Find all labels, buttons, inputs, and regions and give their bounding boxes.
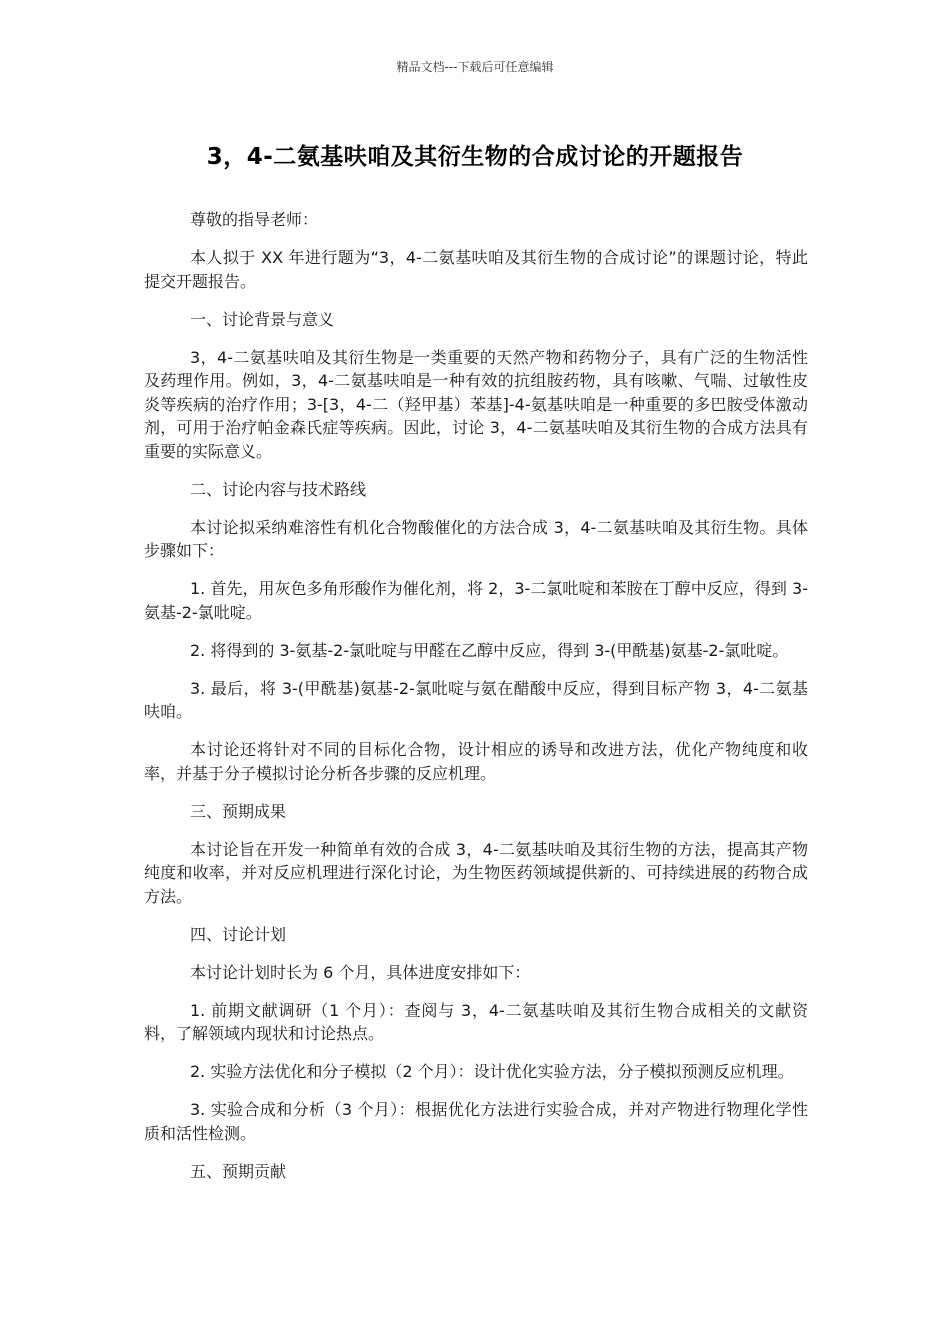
background-paragraph: 3，4-二氨基呋咱及其衍生物是一类重要的天然产物和药物分子，具有广泛的生物活性及药理作用。例如，3，4-二氨基呋咱是一种有效的抗组胺药物，具有咳嗽、气喘、过敏性皮炎等疾病的治疗作用；3-[3，4-二（羟甲基）苯基]-4-氨基呋咱是一种重要的多巴胺受体激动剂，可用于治疗帕金森氏症等疾病。因此，讨论 3，4-二氨基呋咱及其衍生物的合成方法具有重要的实际意义。 — [144, 347, 808, 461]
step-item-2: 2. 将得到的 3-氨基-2-氯吡啶与甲醛在乙醇中反应，得到 3-(甲酰基)氨基-2-氯吡啶。 — [190, 640, 789, 660]
plan-item-3: 3. 实验合成和分析（3 个月）：根据优化方法进行实验合成，并对产物进行物理化学性质和活性检测。 — [144, 1100, 808, 1143]
plan-item-2: 2. 实验方法优化和分子模拟（2 个月）：设计优化实验方法，分子模拟预测反应机理。 — [190, 1062, 794, 1081]
results-paragraph: 本讨论旨在开发一种简单有效的合成 3，4-二氨基呋咱及其衍生物的方法，提高其产物纯度和收率，并对反应机理进行深化讨论，为生物医药领域提供新的、可持续进展的药物合成方法。 — [144, 839, 808, 906]
step-item-3: 3. 最后，将 3-(甲酰基)氨基-2-氯吡啶与氨在醋酸中反应，得到目标产物 3，4-二氨基呋咱。 — [144, 678, 808, 721]
section-heading-background: 一、讨论背景与意义 — [190, 309, 335, 329]
document-title: 3，4-二氨基呋咱及其衍生物的合成讨论的开题报告 — [206, 144, 744, 170]
plan-paragraph: 本讨论计划时长为 6 个月，具体进度安排如下： — [190, 962, 531, 982]
document-body — [144, 208, 808, 1198]
section-heading-plan: 四、讨论计划 — [190, 924, 287, 944]
optimization-paragraph: 本讨论还将针对不同的目标化合物，设计相应的诱导和改进方法，优化产物纯度和收率，并基于分子模拟讨论分析各步骤的反应机理。 — [144, 740, 808, 783]
section-heading-results: 三、预期成果 — [190, 801, 287, 821]
page-header-note: 精品文档---下载后可任意编辑 — [396, 60, 554, 74]
plan-item-1: 1. 前期文献调研（1 个月）：查阅与 3，4-二氨基呋咱及其衍生物合成相关的文献资料，了解领域内现状和讨论热点。 — [144, 1000, 808, 1043]
step-item-1: 1. 首先，用灰色多角形酸作为催化剂，将 2，3-二氯吡啶和苯胺在丁醇中反应，得到 3-氨基-2-氯吡啶。 — [144, 579, 808, 622]
intro-paragraph: 本人拟于 XX 年进行题为“3，4-二氨基呋咱及其衍生物的合成讨论”的课题讨论，特此提交开题报告。 — [144, 248, 808, 291]
section-heading-contribution: 五、预期贡献 — [190, 1161, 287, 1181]
content-paragraph: 本讨论拟采纳难溶性有机化合物酸催化的方法合成 3，4-二氨基呋咱及其衍生物。具体步骤如下： — [144, 517, 808, 560]
section-heading-content: 二、讨论内容与技术路线 — [190, 479, 367, 499]
salutation: 尊敬的指导老师： — [190, 210, 319, 229]
